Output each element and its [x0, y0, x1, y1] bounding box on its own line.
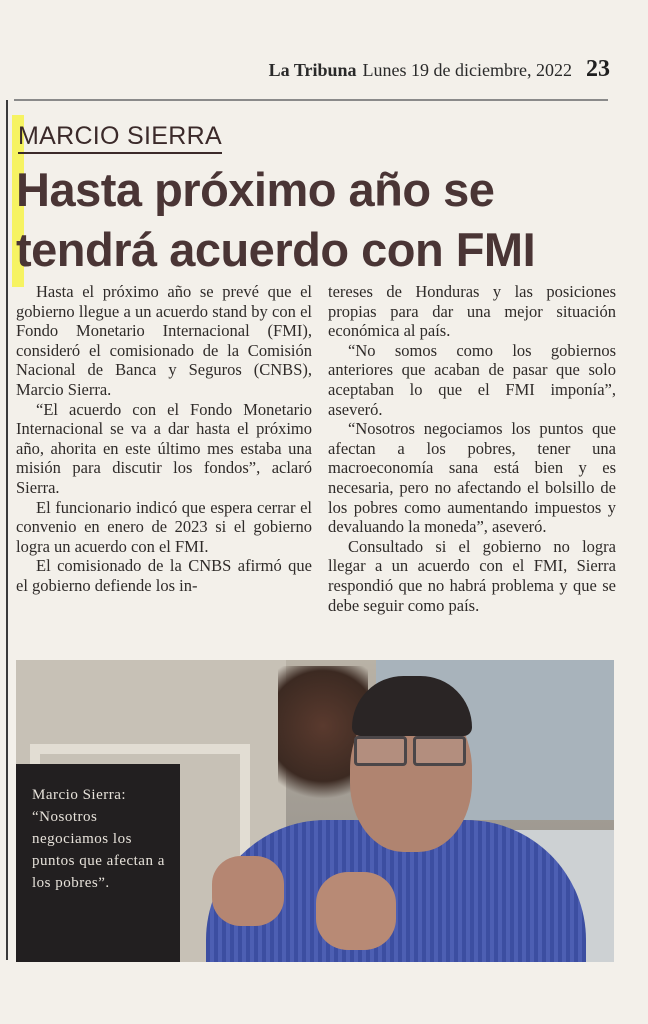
page-header [190, 56, 610, 86]
issue-date: Lunes 19 de diciembre, 2022 [362, 60, 572, 80]
article-column-1 [16, 282, 312, 596]
paragraph: El comisionado de la CNBS afirmó que el gobierno defiende los in- [16, 556, 312, 595]
left-margin-rule [6, 100, 8, 960]
photo-caption: Marcio Sierra: “Nosotros negociamos los puntos que afectan a los pobres”. [32, 787, 165, 891]
photo-caption-box [16, 764, 180, 962]
publication-name: La Tribuna [268, 60, 357, 80]
headline-line-2: tendrá acuerdo con FMI [16, 223, 536, 276]
article-photo [16, 660, 614, 962]
paragraph: “Nosotros negociamos los puntos que afectan a los pobres, tener una macroeconomía sana está bien y es necesaria, pero no afectando el bolsillo de los pobres como aumentando impuestos y devaluando la moneda”, aseveró. [328, 419, 616, 537]
article-column-2 [328, 282, 616, 615]
paragraph: Hasta el próximo año se prevé que el gobierno llegue a un acuerdo stand by con el Fondo Monetario Internacional (FMI), consideró el comisionado de la Comisión Nacional de Banca y Seguros (CNBS), Marcio Sierra. [16, 282, 312, 399]
photo-glasses [354, 736, 466, 766]
paragraph: El funcionario indicó que espera cerrar el convenio en enero de 2023 si el gobierno logra un acuerdo con el FMI. [16, 497, 312, 556]
photo-hand-left [212, 856, 284, 926]
paragraph: tereses de Honduras y las posiciones propias para dar una mejor situación económica al país. [328, 282, 616, 341]
photo-hand-right [316, 872, 396, 950]
article-headline [16, 160, 614, 280]
header-divider [14, 99, 608, 101]
article-kicker: MARCIO SIERRA [18, 122, 222, 154]
headline-line-1: Hasta próximo año se [16, 163, 495, 216]
paragraph: “No somos como los gobiernos anteriores que acaban de pasar que solo aceptaban lo que el FMI imponía”, aseveró. [328, 340, 616, 419]
paragraph: “El acuerdo con el Fondo Monetario Internacional se va a dar hasta el próximo año, ahorita en este último mes estaba una misión para discutir los fondos”, aclaró Sierra. [16, 399, 312, 497]
paragraph: Consultado si el gobierno no logra llegar a un acuerdo con el FMI, Sierra respondió que no habrá problema y que se debe seguir como país. [328, 536, 616, 615]
page-number: 23 [586, 56, 610, 82]
